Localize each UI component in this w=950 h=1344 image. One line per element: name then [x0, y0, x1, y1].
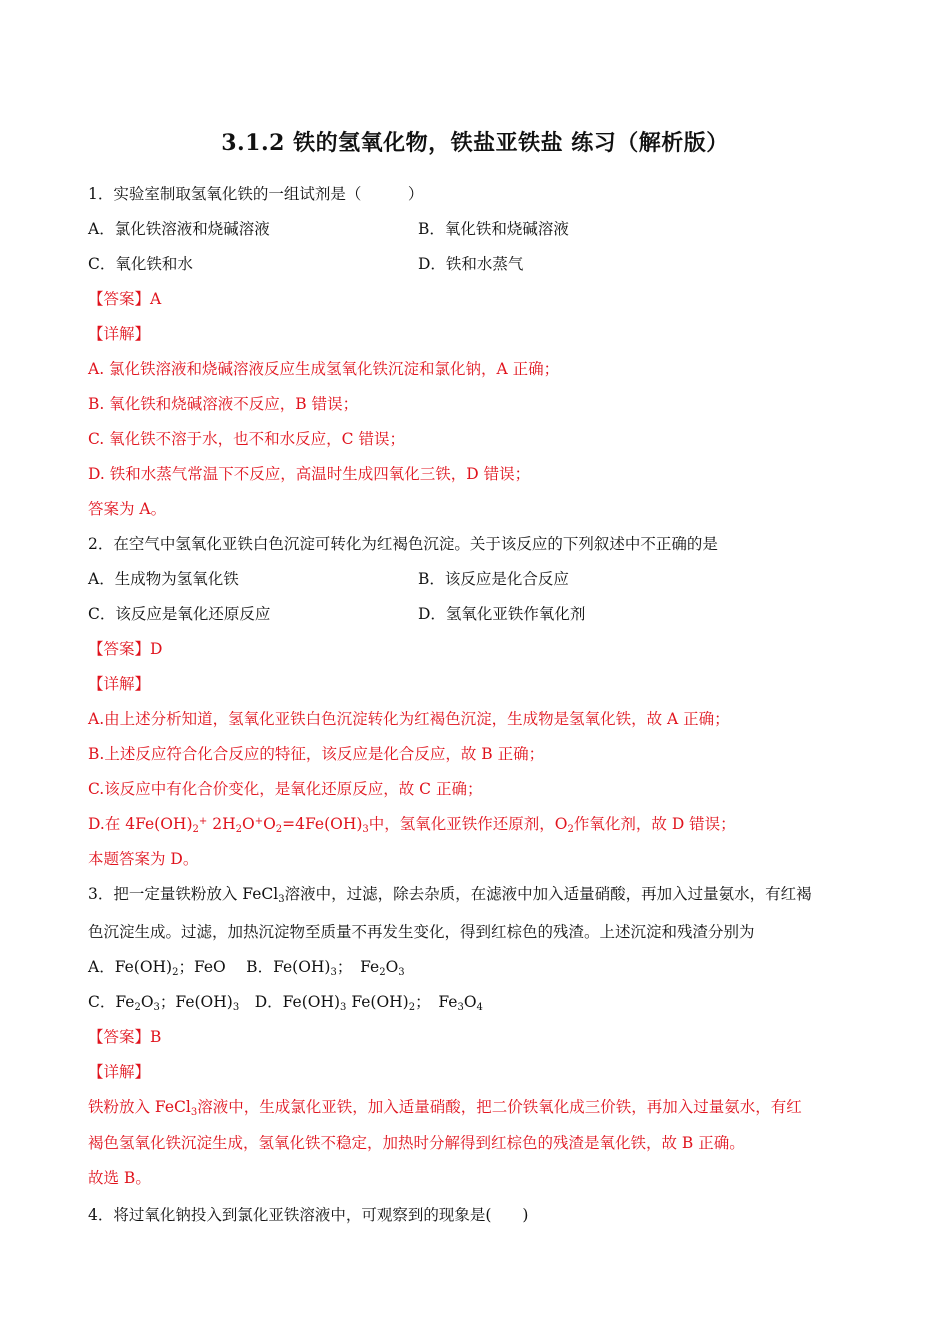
q2-detail-line: C.该反应中有化合价变化，是氧化还原反应，故 C 正确； — [88, 780, 483, 798]
q2-detail-label: 【详解】 — [88, 675, 151, 693]
q1-detail-label: 【详解】 — [88, 325, 151, 343]
q1-detail-line: B. 氧化铁和烧碱溶液不反应，B 错误； — [88, 395, 359, 413]
q1-option-c: C．氧化铁和水 — [88, 255, 193, 273]
page-title: 3.1.2 铁的氢氧化物，铁盐亚铁盐 练习（解析版） — [221, 130, 729, 156]
q1-conclusion: 答案为 A。 — [88, 500, 167, 518]
q2-answer: 【答案】D — [88, 640, 163, 658]
q2-stem: 2．在空气中氢氧化亚铁白色沉淀可转化为红褐色沉淀。关于该反应的下列叙述中不正确的是 — [88, 535, 718, 553]
q2-option-d: D．氢氧化亚铁作氧化剂 — [418, 605, 586, 623]
q1-answer: 【答案】A — [88, 290, 162, 308]
q2-detail-equation-line: D.在 $4Fe(OH)_2^+$ $2H_2O^+O_2=4Fe(OH)_3$中，氢氧化亚铁作还原剂，$O_2$作氧化剂，故 D 错误； — [88, 815, 736, 835]
q3-conclusion: 故选 B。 — [88, 1169, 151, 1187]
q1-option-d: D．铁和水蒸气 — [418, 255, 524, 273]
q3-options-ab: A．$Fe(OH)_2$；FeO B．$Fe(OH)_3$； $Fe_2O_3$ — [88, 958, 405, 978]
q1-detail-line: D. 铁和水蒸气常温下不反应，高温时生成四氧化三铁，D 错误； — [88, 465, 531, 483]
q1-option-a: A．氯化铁溶液和烧碱溶液 — [88, 220, 270, 238]
q2-option-c: C．该反应是氧化还原反应 — [88, 605, 271, 623]
q2-detail-line: B.上述反应符合化合反应的特征，该反应是化合反应，故 B 正确； — [88, 745, 545, 763]
q1-detail-line: C. 氧化铁不溶于水，也不和水反应，C 错误； — [88, 430, 405, 448]
q3-options-cd: C．$Fe_2O_3$；$Fe(OH)_3$ D．$Fe(OH)_3$ $Fe(OH)_2$； $Fe_3O_4$ — [88, 993, 483, 1013]
q2-conclusion: 本题答案为 D。 — [88, 850, 199, 868]
q1-option-b: B．氧化铁和烧碱溶液 — [418, 220, 569, 238]
q3-detail-label: 【详解】 — [88, 1063, 151, 1081]
q3-detail-line2: 褐色氢氧化铁沉淀生成，氢氧化铁不稳定，加热时分解得到红棕色的残渣是氧化铁，故 B 正确。 — [88, 1134, 745, 1152]
q3-stem-line1: 3．把一定量铁粉放入 FeCl$_3$溶液中，过滤，除去杂质，在滤液中加入适量硝酸，再加入过量氨水，有红褐 — [88, 885, 812, 905]
q2-detail-line: A.由上述分析知道，氢氧化亚铁白色沉淀转化为红褐色沉淀，生成物是氢氧化铁，故 A 正确； — [88, 710, 730, 728]
q1-detail-line: A. 氯化铁溶液和烧碱溶液反应生成氢氧化铁沉淀和氯化钠，A 正确； — [88, 360, 560, 378]
q4-stem: 4．将过氧化钠投入到氯化亚铁溶液中，可观察到的现象是( ) — [88, 1206, 529, 1224]
q2-option-b: B．该反应是化合反应 — [418, 570, 569, 588]
q3-detail-line1: 铁粉放入 FeCl$_3$溶液中，生成氯化亚铁，加入适量硝酸，把二价铁氧化成三价铁，再加入过量氨水，有红 — [88, 1098, 802, 1118]
q3-answer: 【答案】B — [88, 1028, 162, 1046]
q3-stem-line2: 色沉淀生成。过滤，加热沉淀物至质量不再发生变化，得到红棕色的残渣。上述沉淀和残渣分别为 — [88, 923, 755, 941]
q2-option-a: A．生成物为氢氧化铁 — [88, 570, 239, 588]
q1-stem: 1．实验室制取氢氧化铁的一组试剂是（ ） — [88, 185, 424, 203]
